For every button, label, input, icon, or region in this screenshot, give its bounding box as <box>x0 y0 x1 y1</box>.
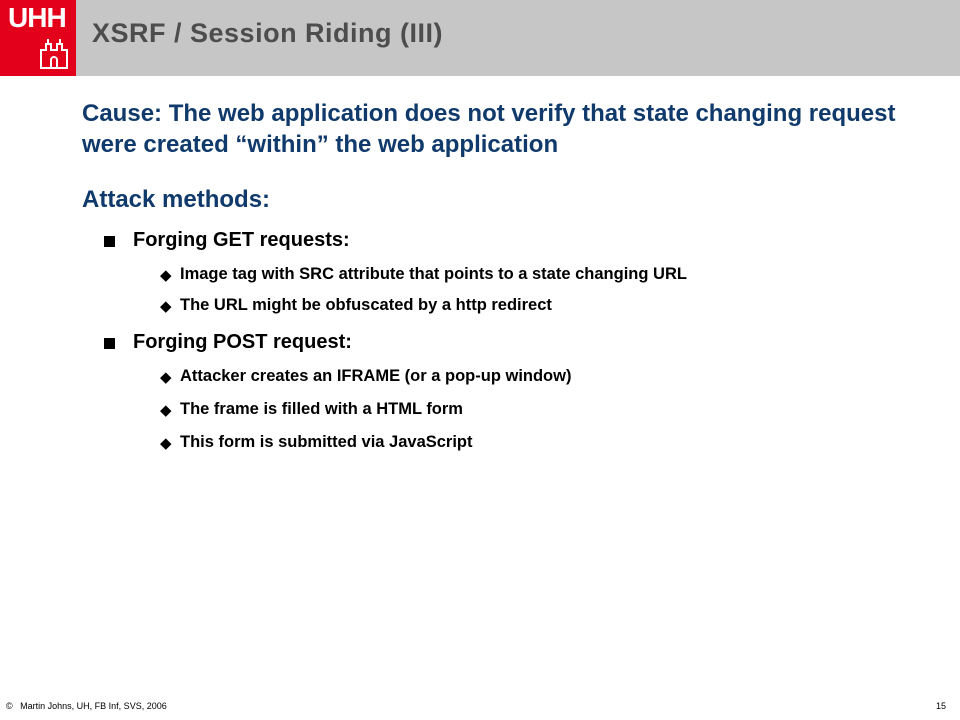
diamond-bullet-icon: ◆ <box>160 435 172 452</box>
method-get-detail-1: Image tag with SRC attribute that points to a state changing URL <box>180 265 687 283</box>
square-bullet-icon <box>104 236 115 247</box>
logo-text: UHH <box>8 2 66 33</box>
slide-title: XSRF / Session Riding (III) <box>92 18 444 48</box>
page-number: 15 <box>935 701 946 711</box>
university-logo <box>0 0 76 76</box>
copyright-symbol: © <box>6 701 13 711</box>
castle-emblem-icon <box>38 36 70 70</box>
footer-credit <box>6 701 167 711</box>
method-post-label: Forging POST request: <box>133 331 352 353</box>
diamond-bullet-icon: ◆ <box>160 267 172 284</box>
diamond-bullet-icon: ◆ <box>160 402 172 419</box>
diamond-bullet-icon: ◆ <box>160 298 172 315</box>
method-post-detail-3: This form is submitted via JavaScript <box>180 433 473 451</box>
footer-credit-text: Martin Johns, UH, FB Inf, SVS, 2006 <box>20 701 167 711</box>
diamond-bullet-icon: ◆ <box>160 369 172 386</box>
method-post-detail-1: Attacker creates an IFRAME (or a pop-up window) <box>180 367 572 385</box>
method-get-label: Forging GET requests: <box>133 229 350 251</box>
method-get-detail-2: The URL might be obfuscated by a http redirect <box>180 296 552 314</box>
square-bullet-icon <box>104 338 115 349</box>
method-post-detail-2: The frame is filled with a HTML form <box>180 400 463 418</box>
attack-methods-heading: Attack methods: <box>82 186 271 213</box>
cause-statement: Cause: The web application does not verify that state changing request were created “within” the web application <box>82 100 896 158</box>
